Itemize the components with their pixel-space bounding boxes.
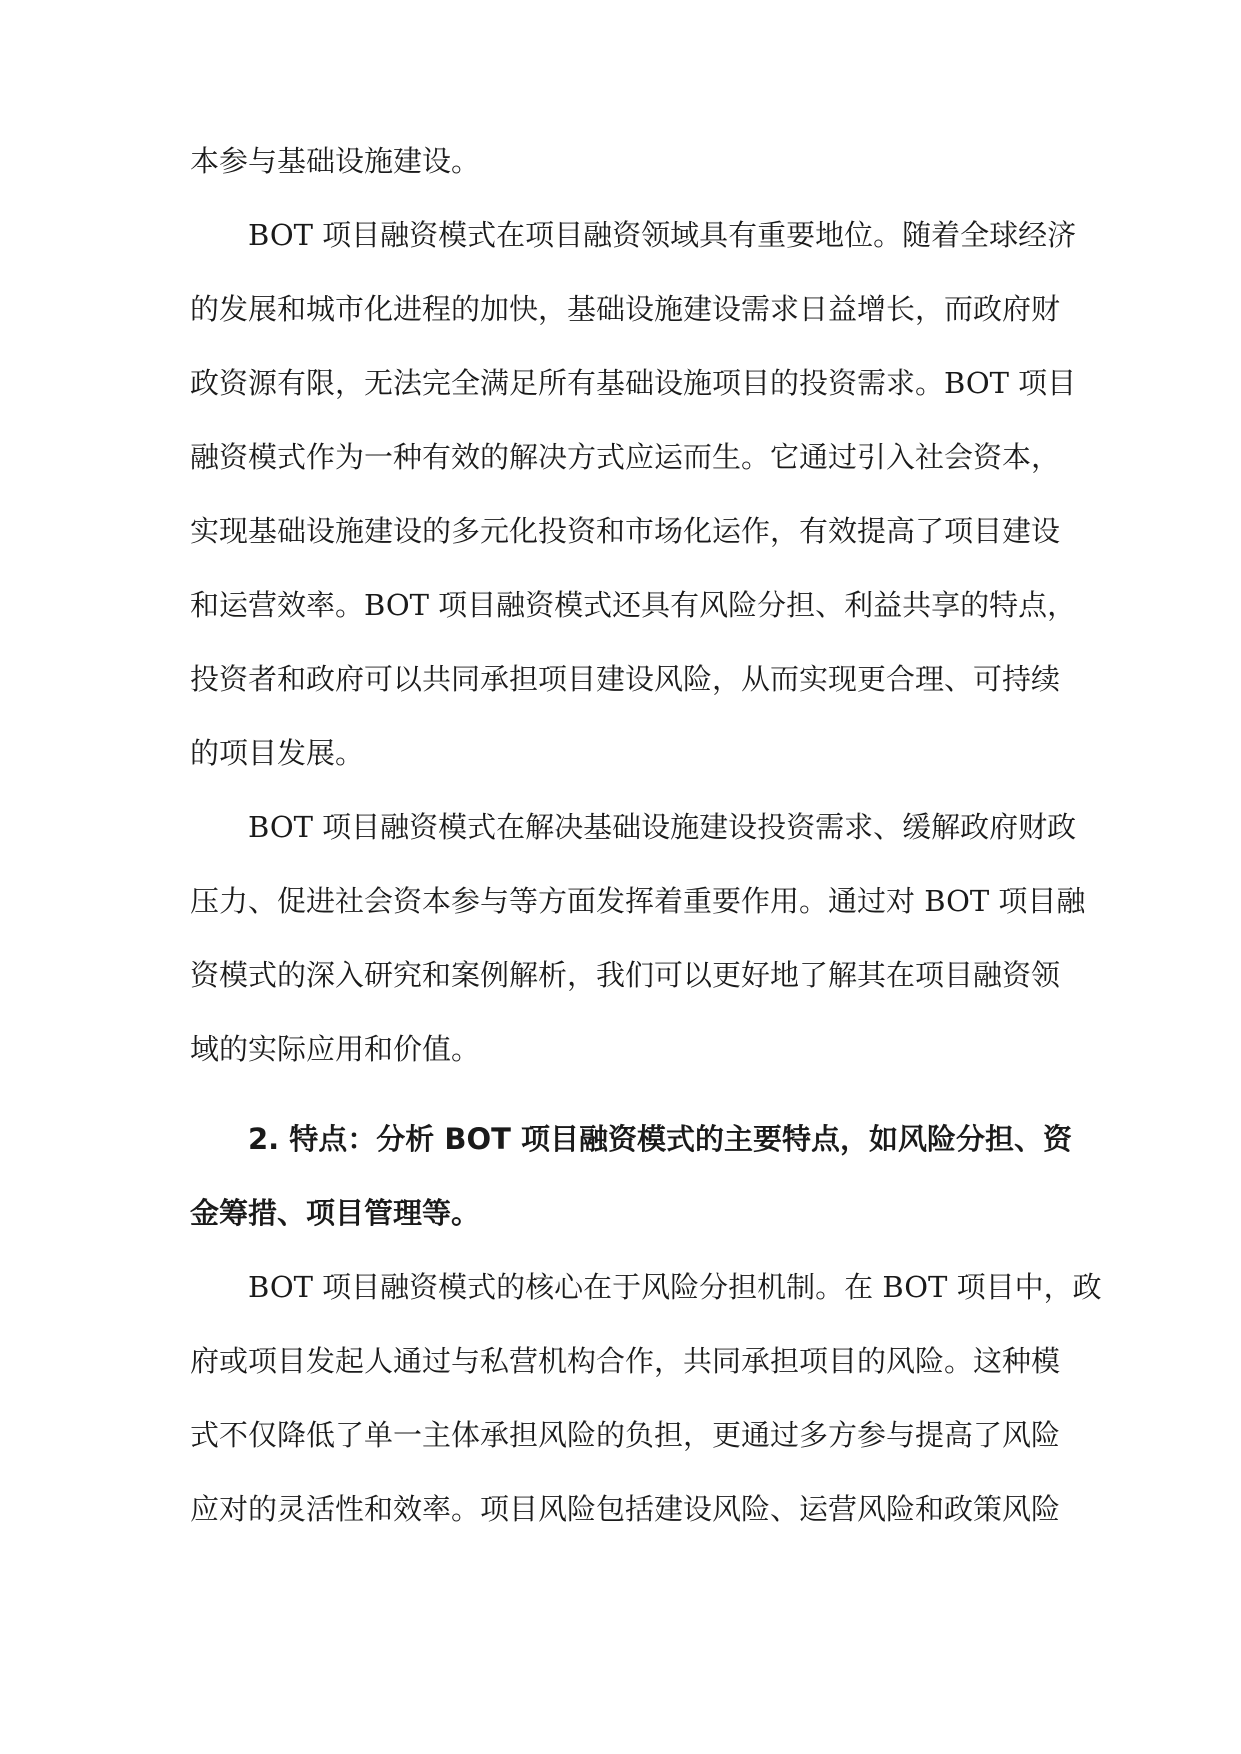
section-heading	[190, 1120, 1073, 1232]
text-line: 压力、促进社会资本参与等方面发挥着重要作用。通过对 BOT 项目融	[190, 884, 1086, 918]
paragraph-role	[190, 808, 1086, 1068]
document-body	[190, 142, 1102, 1528]
text-line: BOT 项目融资模式在解决基础设施建设投资需求、缓解政府财政	[248, 810, 1077, 844]
heading-line: 金筹措、项目管理等。	[190, 1196, 481, 1230]
text-line: BOT 项目融资模式在项目融资领域具有重要地位。随着全球经济	[248, 218, 1077, 252]
text-line: 政资源有限，无法完全满足所有基础设施项目的投资需求。BOT 项目	[190, 366, 1077, 400]
text-line: 的项目发展。	[190, 736, 365, 770]
paragraph-risk-sharing	[190, 1268, 1102, 1528]
paragraph-continuation	[190, 142, 1053, 180]
text-line: 式不仅降低了单一主体承担风险的负担，更通过多方参与提高了风险	[190, 1418, 1061, 1452]
text-line: 实现基础设施建设的多元化投资和市场化运作，有效提高了项目建设	[190, 514, 1061, 548]
paragraph-importance	[190, 216, 1077, 772]
text-line: 域的实际应用和价值。	[190, 1032, 481, 1066]
text-line: 融资模式作为一种有效的解决方式应运而生。它通过引入社会资本，	[190, 440, 1061, 474]
text-line: 的发展和城市化进程的加快，基础设施建设需求日益增长，而政府财	[190, 292, 1061, 326]
text-line: 本参与基础设施建设。	[190, 144, 481, 178]
text-line: 和运营效率。BOT 项目融资模式还具有风险分担、利益共享的特点，	[190, 588, 1077, 622]
text-line: 应对的灵活性和效率。项目风险包括建设风险、运营风险和政策风险	[190, 1492, 1061, 1526]
text-line: BOT 项目融资模式的核心在于风险分担机制。在 BOT 项目中，政	[248, 1270, 1102, 1304]
text-line: 投资者和政府可以共同承担项目建设风险，从而实现更合理、可持续	[190, 662, 1061, 696]
text-line: 资模式的深入研究和案例解析，我们可以更好地了解其在项目融资领	[190, 958, 1061, 992]
text-line: 府或项目发起人通过与私营机构合作，共同承担项目的风险。这种模	[190, 1344, 1061, 1378]
heading-line: 2. 特点：分析 BOT 项目融资模式的主要特点，如风险分担、资	[248, 1122, 1073, 1156]
